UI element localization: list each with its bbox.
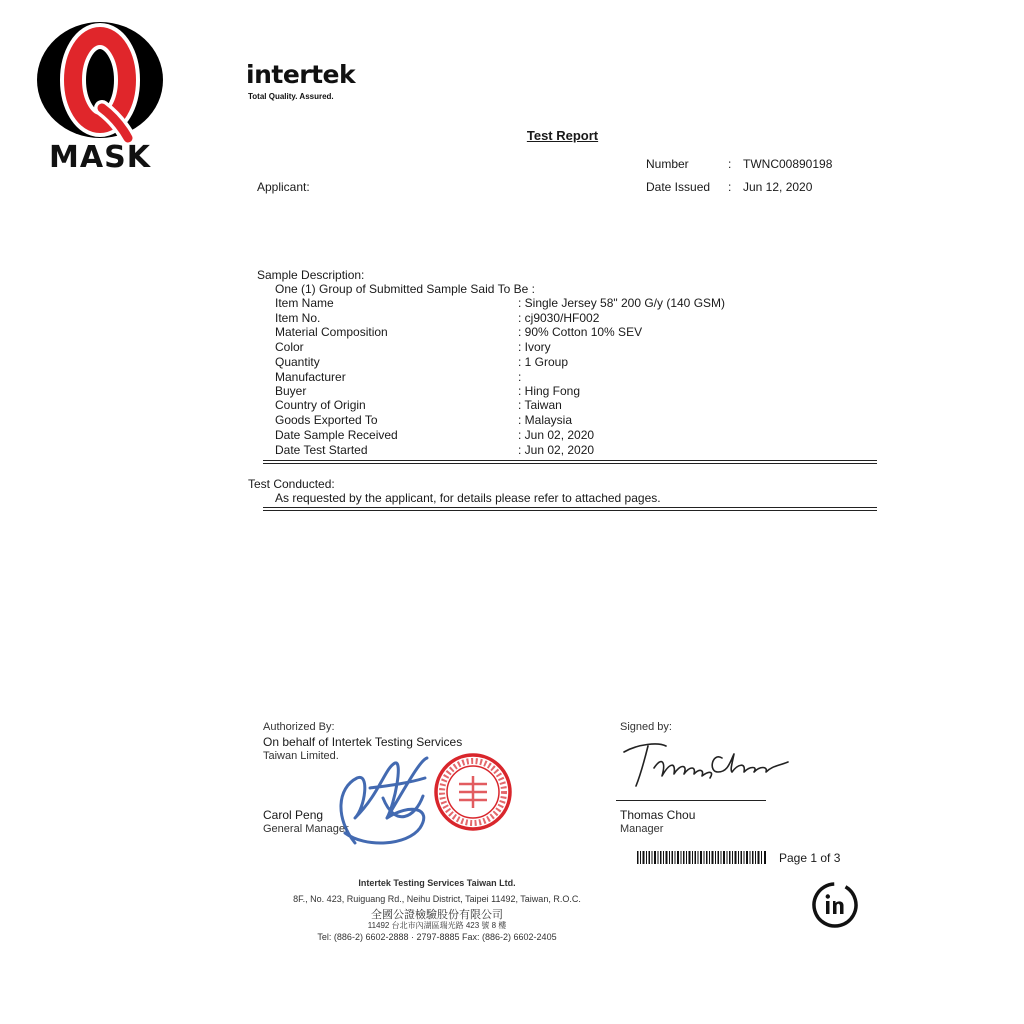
field-label: Buyer xyxy=(275,384,307,398)
field-value: : Hing Fong xyxy=(518,384,581,398)
date-issued-value: Jun 12, 2020 xyxy=(743,180,813,194)
intertek-in-logo xyxy=(810,880,860,930)
number-sep: : xyxy=(728,157,732,171)
field-value: : Malaysia xyxy=(518,413,573,427)
authorized-heading: Authorized By: xyxy=(263,721,335,733)
intertek-tagline: Total Quality. Assured. xyxy=(248,92,334,101)
authorizer-name: Carol Peng xyxy=(263,808,324,822)
field-value: : Taiwan xyxy=(518,398,562,412)
test-heading: Test Conducted: xyxy=(248,477,335,491)
brand-name: MASK xyxy=(49,140,151,175)
authorizer-signature xyxy=(325,748,435,854)
intertek-logo: intertek xyxy=(246,60,356,89)
field-label: Date Sample Received xyxy=(275,428,398,442)
signature-line xyxy=(616,800,766,801)
field-value: : xyxy=(518,370,522,384)
footer-address-zh: 11492 台北市內湖區瑞光路 423 號 8 樓 xyxy=(367,921,507,930)
page-number: Page 1 of 3 xyxy=(779,851,841,865)
footer-company-zh: 全國公證檢驗股份有限公司 xyxy=(371,909,503,921)
date-sep: : xyxy=(728,180,732,194)
sample-intro: One (1) Group of Submitted Sample Said To Be : xyxy=(275,282,535,296)
field-label: Date Test Started xyxy=(275,443,368,457)
signer-name: Thomas Chou xyxy=(620,808,696,822)
field-value: : Jun 02, 2020 xyxy=(518,428,595,442)
field-value: : 1 Group xyxy=(518,355,569,369)
field-value: : cj9030/HF002 xyxy=(518,311,600,325)
field-value: : Single Jersey 58" 200 G/y (140 GSM) xyxy=(518,296,726,310)
number-label: Number xyxy=(646,157,689,171)
field-label: Manufacturer xyxy=(275,370,346,384)
barcode xyxy=(637,851,767,864)
field-label: Item No. xyxy=(275,311,321,325)
field-label: Color xyxy=(275,340,304,354)
signer-title: Manager xyxy=(620,823,664,835)
report-number: TWNC00890198 xyxy=(743,157,833,171)
report-title: Test Report xyxy=(526,128,599,143)
test-text: As requested by the applicant, for details please refer to attached pages. xyxy=(275,491,661,505)
applicant-label: Applicant: xyxy=(257,180,310,194)
divider xyxy=(263,507,877,508)
authorized-line2: Taiwan Limited. xyxy=(263,750,339,762)
footer-contact: Tel: (886-2) 6602-2888 · 2797-8885 Fax: (886-2) 6602-2405 xyxy=(317,932,557,942)
field-label: Country of Origin xyxy=(275,398,366,412)
signed-heading: Signed by: xyxy=(620,721,672,733)
company-seal xyxy=(433,752,513,832)
field-label: Goods Exported To xyxy=(275,413,378,427)
authorizer-title: General Manager xyxy=(263,823,349,835)
field-value: : Ivory xyxy=(518,340,551,354)
field-value: : Jun 02, 2020 xyxy=(518,443,595,457)
divider xyxy=(263,510,877,511)
date-issued-label: Date Issued xyxy=(646,180,711,194)
field-label: Quantity xyxy=(275,355,320,369)
field-value: : 90% Cotton 10% SEV xyxy=(518,325,643,339)
field-label: Item Name xyxy=(275,296,334,310)
footer-company: Intertek Testing Services Taiwan Ltd. xyxy=(358,878,516,888)
sample-heading: Sample Description: xyxy=(257,268,365,282)
divider xyxy=(263,460,877,461)
field-label: Material Composition xyxy=(275,325,388,339)
footer-address: 8F., No. 423, Ruiguang Rd., Neihu District, Taipei 11492, Taiwan, R.O.C. xyxy=(293,894,581,904)
authorized-line1: On behalf of Intertek Testing Services xyxy=(263,735,463,749)
signer-signature xyxy=(618,732,798,790)
divider xyxy=(263,463,877,464)
